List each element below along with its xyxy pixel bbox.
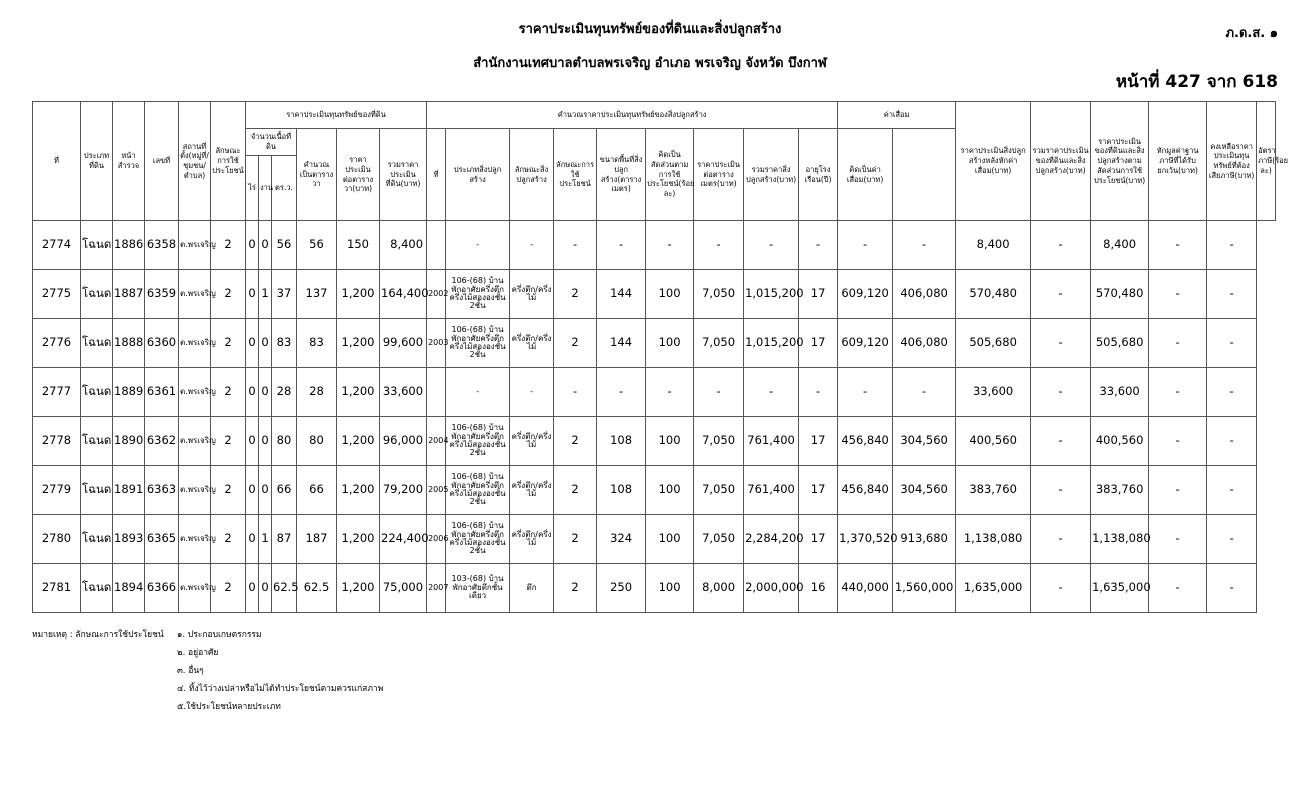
col-dep-age: อายุโรงเรือน(ปี) [799,129,838,221]
form-code: ภ.ด.ส. ๑ [1225,26,1278,41]
cell-land-type: โฉนด [81,368,113,417]
cell-usage: 2 [211,564,246,613]
cell-number: 6362 [145,417,179,466]
cell-b-area: 144 [597,270,646,319]
cell-b-price-sqm: 7,050 [694,270,744,319]
note-item: ๑. ประกอบเกษตรกรรม [177,630,262,640]
cell-exemption: 570,480 [1091,270,1149,319]
cell-b-total: - [744,221,799,270]
cell-b-kind: - [510,368,554,417]
cell-b-type: 106-(68) บ้านพักอาศัยครึ่งตึกครึ่งไม้สององชั้น 2ชั้น [446,270,510,319]
cell-survey-page: 1886 [113,221,145,270]
cell-b-price-sqm: 7,050 [694,417,744,466]
table-row [33,564,1276,613]
office-subtitle: สำนักงานเทศบาลตำบลพรเจริญ อำเภอ พรเจริญ จังหวัด บึงกาฬ [473,56,827,71]
cell-number: 6366 [145,564,179,613]
page-info: หน้าที่ 427 จาก 618 [1115,72,1278,92]
cell-b-percent: 100 [646,417,694,466]
cell-b-kind: ตึก [510,564,554,613]
cell-usage: 2 [211,515,246,564]
cell-total-value: 570,480 [956,270,1031,319]
cell-calc-wa: 56 [297,221,337,270]
col-group-depreciation: ค่าเสื่อม [838,102,956,129]
cell-b-price-sqm: 8,000 [694,564,744,613]
cell-b-kind: ครึ่งตึก/ครึ่งไม้ [510,319,554,368]
cell-exemption: 400,560 [1091,417,1149,466]
cell-usage: 2 [211,270,246,319]
cell-location: ต.พรเจริญ [179,515,211,564]
cell-no: 2775 [33,270,81,319]
note-item: ๒. อยู่อาศัย [177,648,219,658]
cell-wa: 56 [272,221,297,270]
cell-tax-rate: - [1207,564,1257,613]
col-building-type: ประเภทสิ่งปลูกสร้าง [446,129,510,221]
cell-land-type: โฉนด [81,564,113,613]
cell-dep-amount: - [838,221,893,270]
cell-b-usage: - [554,368,597,417]
cell-b-price-sqm: 7,050 [694,466,744,515]
cell-wa: 83 [272,319,297,368]
col-rai: ไร่ [246,156,259,221]
cell-exemption: 8,400 [1091,221,1149,270]
cell-dep-age: 17 [799,417,838,466]
cell-wa: 87 [272,515,297,564]
cell-mixed-value: - [1031,319,1091,368]
cell-taxable: - [1149,466,1207,515]
cell-calc-wa: 28 [297,368,337,417]
col-exemption: หักมูลค่าฐานภาษีที่ได้รับยกเว้น(บาท) [1149,102,1207,221]
col-group-building: คำนวณราคาประเมินทุนทรัพย์ของสิ่งปลูกสร้าง [427,102,838,129]
cell-b-usage: 2 [554,417,597,466]
col-mixed-value: ราคาประเมินของที่ดินและสิ่งปลูกสร้างตามสัดส่วนการใช้ประโยชน์(บาท) [1091,102,1149,221]
cell-b-kind: ครึ่งตึก/ครึ่งไม้ [510,466,554,515]
cell-location: ต.พรเจริญ [179,417,211,466]
col-building-usage: ลักษณะการใช้ประโยชน์ [554,129,597,221]
cell-taxable: - [1149,319,1207,368]
cell-b-type: - [446,221,510,270]
cell-b-no [427,368,446,417]
col-building-kind: ลักษณะสิ่งปลูกสร้าง [510,129,554,221]
cell-b-no: 2007 [427,564,446,613]
cell-wa: 80 [272,417,297,466]
note-item: ๓. อื่นๆ [177,666,204,676]
cell-dep-amount: - [838,368,893,417]
note-item: ๔. ทิ้งไว้ว่างเปล่าหรือไม่ได้ทำประโยชน์ตามควรแก่สภาพ [177,684,384,694]
cell-ngan: 0 [259,221,272,270]
col-location: สถานที่ตั้ง(หมู่ที่/ชุมชน/ตำบล) [179,102,211,221]
cell-rai: 0 [246,417,259,466]
cell-mixed-value: - [1031,270,1091,319]
cell-b-usage: 2 [554,466,597,515]
cell-number: 6363 [145,466,179,515]
col-calc-wa: คำนวณเป็นตารางวา [297,129,337,221]
cell-b-no: 2002 [427,270,446,319]
cell-b-price-sqm: - [694,368,744,417]
cell-b-kind: ครึ่งตึก/ครึ่งไม้ [510,270,554,319]
cell-b-area: 144 [597,319,646,368]
cell-land-total: 33,600 [380,368,427,417]
cell-b-net: - [893,368,956,417]
cell-b-no [427,221,446,270]
cell-exemption: 505,680 [1091,319,1149,368]
table-row [33,515,1276,564]
cell-price-wa: 1,200 [337,417,380,466]
cell-total-value: 400,560 [956,417,1031,466]
cell-calc-wa: 137 [297,270,337,319]
cell-ngan: 0 [259,368,272,417]
cell-land-type: โฉนด [81,515,113,564]
cell-b-area: 324 [597,515,646,564]
cell-b-total: 1,015,200 [744,319,799,368]
cell-b-total: 761,400 [744,417,799,466]
cell-b-no: 2003 [427,319,446,368]
cell-survey-page: 1893 [113,515,145,564]
cell-land-total: 79,200 [380,466,427,515]
cell-no: 2779 [33,466,81,515]
cell-b-percent: 100 [646,466,694,515]
cell-calc-wa: 83 [297,319,337,368]
cell-calc-wa: 66 [297,466,337,515]
cell-price-wa: 1,200 [337,515,380,564]
cell-b-percent: 100 [646,515,694,564]
cell-b-area: 250 [597,564,646,613]
cell-b-net: 304,560 [893,417,956,466]
cell-b-percent: - [646,221,694,270]
cell-ngan: 0 [259,319,272,368]
cell-price-wa: 1,200 [337,270,380,319]
cell-taxable: - [1149,564,1207,613]
cell-b-no: 2004 [427,417,446,466]
cell-b-percent: - [646,368,694,417]
cell-land-type: โฉนด [81,466,113,515]
col-no: ที่ [33,102,81,221]
cell-b-usage: 2 [554,564,597,613]
cell-total-value: 383,760 [956,466,1031,515]
cell-dep-age: 16 [799,564,838,613]
notes-first-line [32,626,383,644]
cell-dep-amount: 440,000 [838,564,893,613]
col-group-land: ราคาประเมินทุนทรัพย์ของที่ดิน [246,102,427,129]
cell-b-percent: 100 [646,319,694,368]
cell-location: ต.พรเจริญ [179,270,211,319]
cell-mixed-value: - [1031,417,1091,466]
cell-total-value: 33,600 [956,368,1031,417]
col-building-total: รวมราคาสิ่งปลูกสร้าง(บาท) [744,129,799,221]
cell-wa: 62.5 [272,564,297,613]
col-number: เลขที่ [145,102,179,221]
table-header [33,102,1289,221]
cell-price-wa: 1,200 [337,319,380,368]
cell-mixed-value: - [1031,368,1091,417]
cell-price-wa: 1,200 [337,564,380,613]
cell-b-area: 108 [597,466,646,515]
cell-total-value: 1,635,000 [956,564,1031,613]
cell-dep-amount: 1,370,520 [838,515,893,564]
cell-usage: 2 [211,417,246,466]
cell-wa: 28 [272,368,297,417]
cell-tax-rate: - [1207,221,1257,270]
cell-dep-amount: 456,840 [838,417,893,466]
cell-b-no: 2006 [427,515,446,564]
cell-rai: 0 [246,368,259,417]
col-group-area: จำนวนเนื้อที่ดิน [246,129,297,156]
cell-dep-age: 17 [799,270,838,319]
cell-number: 6359 [145,270,179,319]
cell-dep-age: - [799,221,838,270]
cell-rai: 0 [246,564,259,613]
cell-calc-wa: 187 [297,515,337,564]
cell-b-net: 913,680 [893,515,956,564]
cell-rai: 0 [246,515,259,564]
cell-total-value: 1,138,080 [956,515,1031,564]
table-body [33,221,1276,613]
cell-number: 6358 [145,221,179,270]
cell-usage: 2 [211,466,246,515]
cell-calc-wa: 80 [297,417,337,466]
cell-ngan: 1 [259,270,272,319]
cell-ngan: 0 [259,564,272,613]
cell-b-price-sqm: 7,050 [694,515,744,564]
cell-land-total: 8,400 [380,221,427,270]
cell-b-kind: - [510,221,554,270]
cell-b-usage: - [554,221,597,270]
cell-b-type: - [446,368,510,417]
cell-b-total: - [744,368,799,417]
cell-location: ต.พรเจริญ [179,368,211,417]
cell-b-percent: 100 [646,270,694,319]
cell-b-total: 2,000,000 [744,564,799,613]
cell-rai: 0 [246,270,259,319]
cell-tax-rate: - [1207,368,1257,417]
cell-dep-age: - [799,368,838,417]
cell-dep-amount: 609,120 [838,319,893,368]
cell-rai: 0 [246,466,259,515]
cell-exemption: 33,600 [1091,368,1149,417]
cell-dep-age: 17 [799,515,838,564]
cell-survey-page: 1890 [113,417,145,466]
cell-tax-rate: - [1207,270,1257,319]
cell-dep-age: 17 [799,319,838,368]
cell-b-type: 103-(68) บ้านพักอาศัยตึกชั้นเดียว [446,564,510,613]
cell-survey-page: 1887 [113,270,145,319]
cell-b-net: 1,560,000 [893,564,956,613]
cell-b-type: 106-(68) บ้านพักอาศัยครึ่งตึกครึ่งไม้สององชั้น 2ชั้น [446,417,510,466]
col-building-no: ที่ [427,129,446,221]
cell-taxable: - [1149,221,1207,270]
cell-exemption: 1,635,000 [1091,564,1149,613]
cell-survey-page: 1889 [113,368,145,417]
cell-b-area: - [597,368,646,417]
cell-rai: 0 [246,319,259,368]
col-land-total: รวมราคาประเมินที่ดิน(บาท) [380,129,427,221]
cell-mixed-value: - [1031,564,1091,613]
cell-land-total: 75,000 [380,564,427,613]
cell-no: 2777 [33,368,81,417]
cell-land-type: โฉนด [81,270,113,319]
table-row [33,368,1276,417]
cell-no: 2776 [33,319,81,368]
cell-b-area: - [597,221,646,270]
cell-dep-amount: 456,840 [838,466,893,515]
cell-b-price-sqm: - [694,221,744,270]
cell-total-value: 8,400 [956,221,1031,270]
cell-tax-rate: - [1207,319,1257,368]
col-price-wa: ราคาประเมินต่อตารางวา(บาท) [337,129,380,221]
cell-rai: 0 [246,221,259,270]
col-building-percent: คิดเป็นสัดส่วนตามการใช้ประโยชน์(ร้อยละ) [646,129,694,221]
cell-calc-wa: 62.5 [297,564,337,613]
cell-b-usage: 2 [554,515,597,564]
table-row [33,466,1276,515]
cell-b-area: 108 [597,417,646,466]
cell-no: 2774 [33,221,81,270]
cell-no: 2778 [33,417,81,466]
cell-location: ต.พรเจริญ [179,466,211,515]
col-taxable: คงเหลือราคาประเมินทุนทรัพย์ที่ต้องเสียภาษี(บาท) [1207,102,1257,221]
assessment-table [32,101,1289,613]
cell-exemption: 1,138,080 [1091,515,1149,564]
cell-dep-age: 17 [799,466,838,515]
cell-b-net: 304,560 [893,466,956,515]
cell-usage: 2 [211,368,246,417]
cell-number: 6365 [145,515,179,564]
cell-total-value: 505,680 [956,319,1031,368]
cell-land-type: โฉนด [81,221,113,270]
cell-survey-page: 1888 [113,319,145,368]
cell-b-total: 1,015,200 [744,270,799,319]
cell-b-no: 2005 [427,466,446,515]
document-title: ราคาประเมินทุนทรัพย์ของที่ดินและสิ่งปลูกสร้าง [518,22,782,37]
cell-mixed-value: - [1031,466,1091,515]
cell-land-total: 96,000 [380,417,427,466]
cell-wa: 37 [272,270,297,319]
table-row [33,417,1276,466]
cell-land-total: 224,400 [380,515,427,564]
table-row [33,270,1276,319]
cell-b-net: - [893,221,956,270]
cell-mixed-value: - [1031,221,1091,270]
cell-b-net: 406,080 [893,270,956,319]
cell-exemption: 383,760 [1091,466,1149,515]
col-usage: ลักษณะการใช้ประโยชน์ [211,102,246,221]
cell-price-wa: 150 [337,221,380,270]
cell-taxable: - [1149,417,1207,466]
cell-land-total: 164,400 [380,270,427,319]
cell-no: 2781 [33,564,81,613]
cell-b-usage: 2 [554,270,597,319]
cell-b-total: 2,284,200 [744,515,799,564]
col-wa: ตร.ว. [272,156,297,221]
cell-b-usage: 2 [554,319,597,368]
cell-b-net: 406,080 [893,319,956,368]
col-building-area: ขนาดพื้นที่สิ่งปลูกสร้าง(ตารางเมตร) [597,129,646,221]
cell-b-type: 106-(68) บ้านพักอาศัยครึ่งตึกครึ่งไม้สององชั้น 2ชั้น [446,319,510,368]
cell-number: 6361 [145,368,179,417]
table-row [33,221,1276,270]
cell-taxable: - [1149,515,1207,564]
col-dep-amount: คิดเป็นค่าเสื่อม(บาท) [838,129,893,221]
cell-location: ต.พรเจริญ [179,564,211,613]
cell-usage: 2 [211,319,246,368]
cell-land-type: โฉนด [81,417,113,466]
cell-price-wa: 1,200 [337,466,380,515]
cell-b-price-sqm: 7,050 [694,319,744,368]
notes-label: หมายเหตุ : ลักษณะการใช้ประโยชน์ [32,630,164,640]
cell-b-total: 761,400 [744,466,799,515]
col-ngan: งาน [259,156,272,221]
cell-land-type: โฉนด [81,319,113,368]
cell-tax-rate: - [1207,466,1257,515]
cell-tax-rate: - [1207,515,1257,564]
cell-b-kind: ครึ่งตึก/ครึ่งไม้ [510,417,554,466]
cell-ngan: 0 [259,466,272,515]
cell-ngan: 0 [259,417,272,466]
col-survey-page: หน้าสำรวจ [113,102,145,221]
col-land-type: ประเภทที่ดิน [81,102,113,221]
cell-taxable: - [1149,270,1207,319]
cell-wa: 66 [272,466,297,515]
cell-location: ต.พรเจริญ [179,221,211,270]
cell-taxable: - [1149,368,1207,417]
cell-survey-page: 1891 [113,466,145,515]
cell-number: 6360 [145,319,179,368]
cell-usage: 2 [211,221,246,270]
cell-ngan: 1 [259,515,272,564]
cell-dep-amount: 609,120 [838,270,893,319]
cell-price-wa: 1,200 [337,368,380,417]
cell-b-kind: ครึ่งตึก/ครึ่งไม้ [510,515,554,564]
cell-no: 2780 [33,515,81,564]
cell-land-total: 99,600 [380,319,427,368]
cell-survey-page: 1894 [113,564,145,613]
cell-mixed-value: - [1031,515,1091,564]
notes-section [32,626,383,716]
cell-tax-rate: - [1207,417,1257,466]
col-building-price-sqm: ราคาประเมินต่อตารางเมตร(บาท) [694,129,744,221]
cell-b-percent: 100 [646,564,694,613]
col-tax-rate: อัตราภาษี(ร้อยละ) [1257,102,1276,221]
col-building-net: ราคาประเมินสิ่งปลูกสร้างหลังหักค่าเสื่อม(บาท) [956,102,1031,221]
cell-b-type: 106-(68) บ้านพักอาศัยครึ่งตึกครึ่งไม้สององชั้น 2ชั้น [446,515,510,564]
cell-b-type: 106-(68) บ้านพักอาศัยครึ่งตึกครึ่งไม้สององชั้น 2ชั้น [446,466,510,515]
col-total-value: รวมราคาประเมินของที่ดินและสิ่งปลูกสร้าง(บาท) [1031,102,1091,221]
note-item: ๕.ใช้ประโยชน์หลายประเภท [177,702,281,712]
table-row [33,319,1276,368]
cell-location: ต.พรเจริญ [179,319,211,368]
